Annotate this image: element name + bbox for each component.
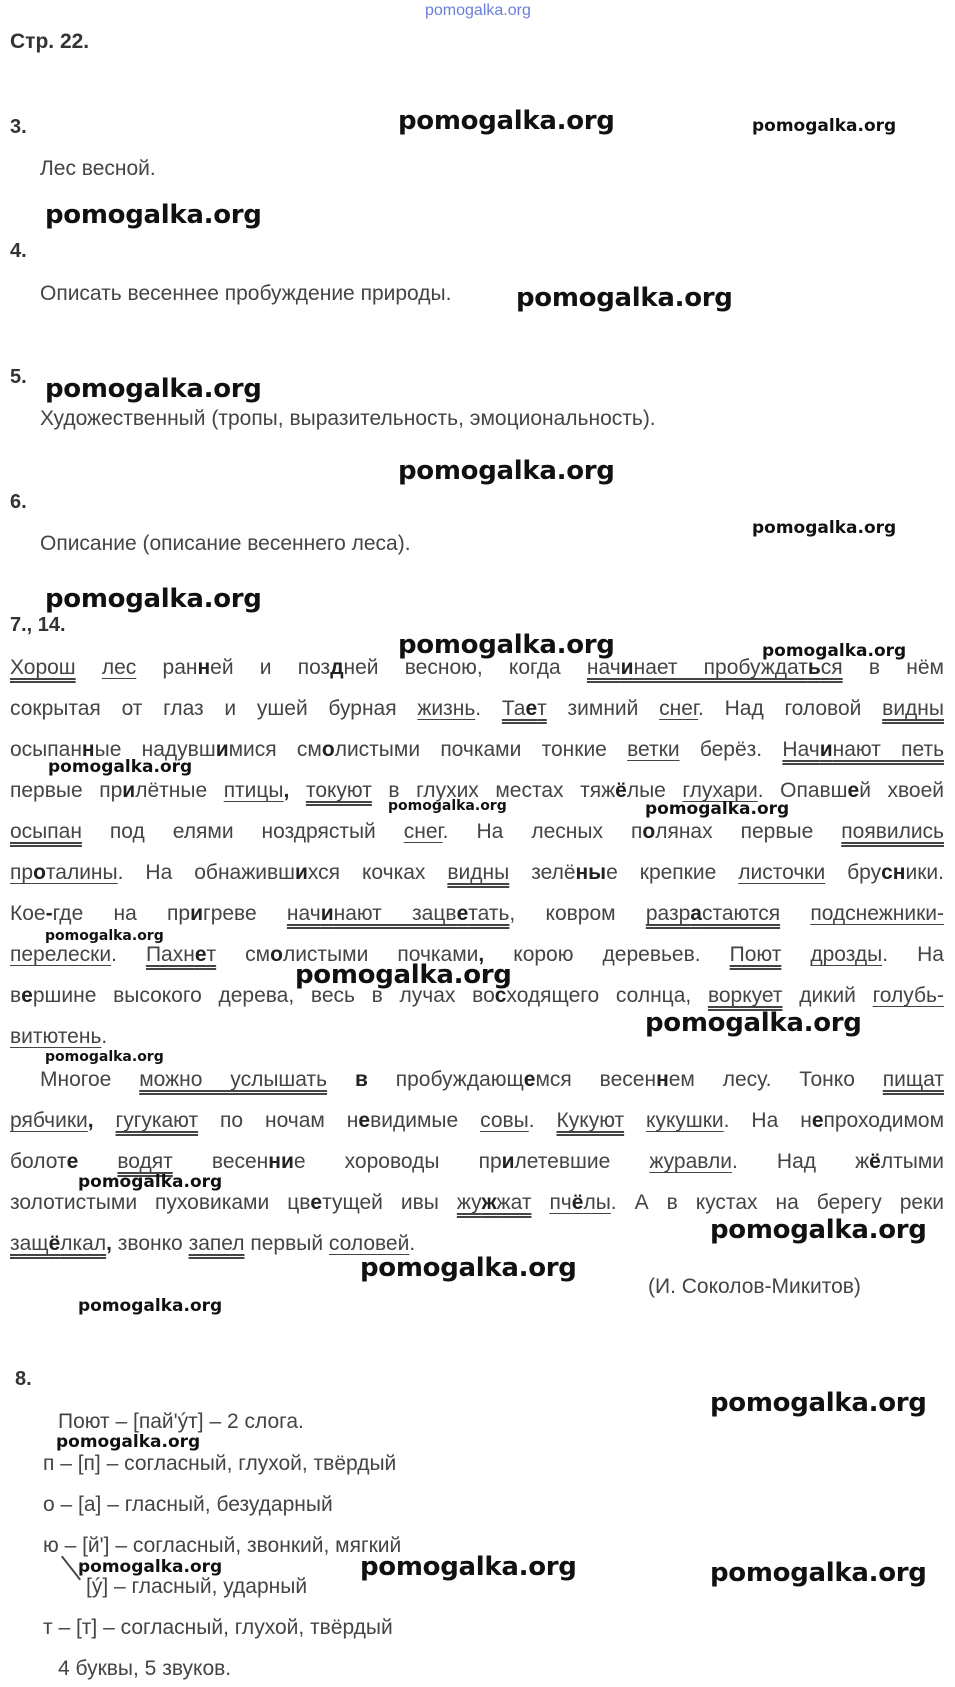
task-7-number: 7., 14. [10,614,66,636]
watermark-text: pomogalka.org [78,1557,223,1577]
task-6-number: 6. [10,491,27,513]
watermark-text: pomogalka.org [360,1253,577,1283]
watermark-text: pomogalka.org [752,116,897,136]
watermark-text: pomogalka.org [45,928,164,944]
task-4-number: 4. [10,240,27,262]
phonetic-line-o: о – [а] – гласный, безударный [43,1493,333,1516]
watermark-text: pomogalka.org [710,1558,927,1588]
phonetic-line-yu-1: ю – [й'] – согласный, звонкий, мягкий [43,1534,402,1557]
phonetic-line-t: т – [т] – согласный, глухой, твёрдый [43,1616,393,1639]
watermark-text: pomogalka.org [710,1215,927,1245]
text-line: осыпан под елями ноздрястый снег. На лесных полянах первые появились [10,820,944,843]
phonetic-total: 4 буквы, 5 звуков. [58,1657,232,1680]
text-line: осыпанные надувшимися смолистыми почками тонкие ветки берёз. Начинают петь [10,738,945,761]
text-line: Хорош лес ранней и поздней весною, когда начинает пробуждаться в нём [10,656,944,679]
page-title: Стр. 22. [10,30,90,53]
task-3-answer: Лес весной. [40,157,156,180]
watermark-text: pomogalka.org [295,960,512,990]
watermark-text: pomogalka.org [56,1432,201,1452]
watermark-text: pomogalka.org [45,200,262,230]
text-line: защёлкал, звонко запел первый соловей. [10,1232,416,1255]
watermark-text: pomogalka.org [45,374,262,404]
text-line: вершине высокого дерева, весь в лучах восходящего солнца, воркует дикий голубь- [10,984,944,1007]
watermark-text: pomogalka.org [78,1172,223,1192]
phonetic-line-yu-2: [ý] – гласный, ударный [86,1575,308,1598]
text-line: Многое можно услышать в пробуждающемся весеннем лесу. Тонко пищат [40,1068,944,1091]
task-5-answer: Художественный (тропы, выразительность, эмоциональность). [40,407,656,430]
watermark-text: pomogalka.org [645,799,790,819]
top-watermark: pomogalka.org [425,2,531,19]
text-line: рябчики, гугукают по ночам невидимые совы. Кукуют кукушки. На непроходимом [10,1109,945,1132]
task-4-answer: Описать весеннее пробуждение природы. [40,282,452,305]
watermark-text: pomogalka.org [710,1388,927,1418]
watermark-text: pomogalka.org [78,1296,223,1316]
task-8-number: 8. [15,1368,32,1390]
text-line: витютень. [10,1025,108,1048]
text-line: Кое-где на пригреве начинают зацветать, ковром разрастаются подснежники- [10,902,945,925]
watermark-text: pomogalka.org [398,630,615,660]
phonetic-line-p: п – [п] – согласный, глухой, твёрдый [43,1452,397,1475]
watermark-text: pomogalka.org [398,456,615,486]
task-5-number: 5. [10,366,27,388]
watermark-text: pomogalka.org [48,757,193,777]
phonetic-head: Поют – [пай'ýт] – 2 слога. [58,1410,304,1433]
text-line: первые прилётные птицы, токуют в глухих местах тяжёлые глухари. Опавшей хвоей [10,779,944,802]
text-line: проталины. На обнажившихся кочках видны зелёные крепкие листочки брусники. [10,861,944,884]
watermark-text: pomogalka.org [645,1008,862,1038]
watermark-text: pomogalka.org [388,798,507,814]
watermark-text: pomogalka.org [398,106,615,136]
task-3-number: 3. [10,116,27,138]
text-line: золотистыми пуховиками цветущей ивы жужжат пчёлы. А в кустах на берегу реки [10,1191,944,1214]
watermark-text: pomogalka.org [360,1552,577,1582]
text-line: сокрытая от глаз и ушей бурная жизнь. Тает зимний снег. Над головой видны [10,697,944,720]
watermark-text: pomogalka.org [752,518,897,538]
watermark-text: pomogalka.org [762,641,907,661]
watermark-text: pomogalka.org [45,584,262,614]
watermark-text: pomogalka.org [45,1049,164,1065]
text-line: перелески. Пахнет смолистыми почками, корою деревьев. Поют дрозды. На [10,943,944,966]
watermark-text: pomogalka.org [516,283,733,313]
task-6-answer: Описание (описание весеннего леса). [40,532,411,555]
text-line: болоте водят весенние хороводы прилетевшие журавли. Над жёлтыми [10,1150,944,1173]
author-citation: (И. Соколов-Микитов) [648,1275,861,1298]
